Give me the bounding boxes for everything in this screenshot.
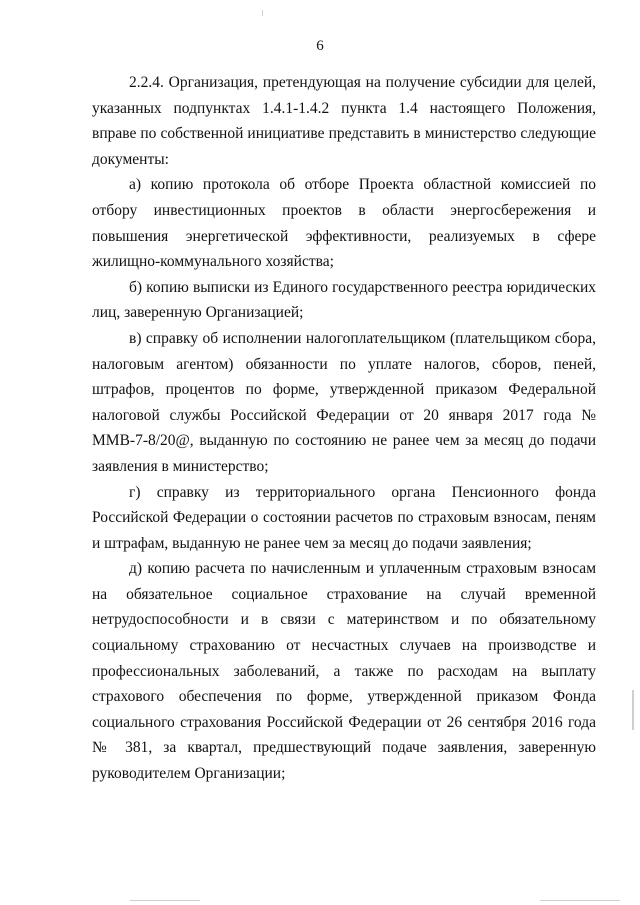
paragraph-item-a: а) копию протокола об отборе Проекта областной комиссией по отбору инвестиционных проектов в области энергосбережения и повышения энергетической эффективности, реализуемых в сфере жилищно-коммунального хозяйства;	[92, 176, 596, 271]
scan-artifact-right	[632, 690, 634, 730]
scan-artifact-bottom-left	[130, 900, 200, 901]
paragraph-item-d: д) копию расчета по начисленным и уплаченным страховым взносам на обязательное социальное страхование на случай временной нетрудоспособности и в связи с материнством и по обязательному социальному страхованию от несчастных случаев на производстве и профессиональных заболеваний, а также по расходам на выплату страхового обеспечения по форме, утвержденной приказом Фонда социального страхования Российской Федерации от 26 сентября 2016 года № 381, за квартал, предшествующий подаче заявления, заверенную руководителем Организации;	[92, 560, 596, 783]
paragraph-2-2-4: 2.2.4. Организация, претендующая на получение субсидии для целей, указанных подпунктах 1.4.1-1.4.2 пункта 1.4 настоящего Положения, вправе по собственной инициативе представить в министерство следующие документы:	[92, 74, 596, 168]
page-number: 6	[316, 38, 324, 54]
document-body	[92, 70, 596, 787]
scan-artifact-top	[262, 10, 263, 16]
paragraph-item-b: б) копию выписки из Единого государственного реестра юридических лиц, заверенную Организацией;	[92, 278, 596, 322]
paragraph-item-g: г) справку из территориального органа Пенсионного фонда Российской Федерации о состоянии расчетов по страховым взносам, пеням и штрафам, выданную не ранее чем за месяц до подачи заявления;	[92, 483, 596, 552]
scan-artifact-bottom-right	[540, 900, 620, 901]
paragraph-item-v: в) справку об исполнении налогоплательщиком (плательщиком сбора, налоговым агентом) обязанности по уплате налогов, сборов, пеней, штрафов, процентов по форме, утвержденной приказом Федеральной налоговой службы Российской Федерации от 20 января 2017 года № ММВ-7-8/20@, выданную по состоянию не ранее чем за месяц до подачи заявления в министерство;	[92, 329, 596, 475]
